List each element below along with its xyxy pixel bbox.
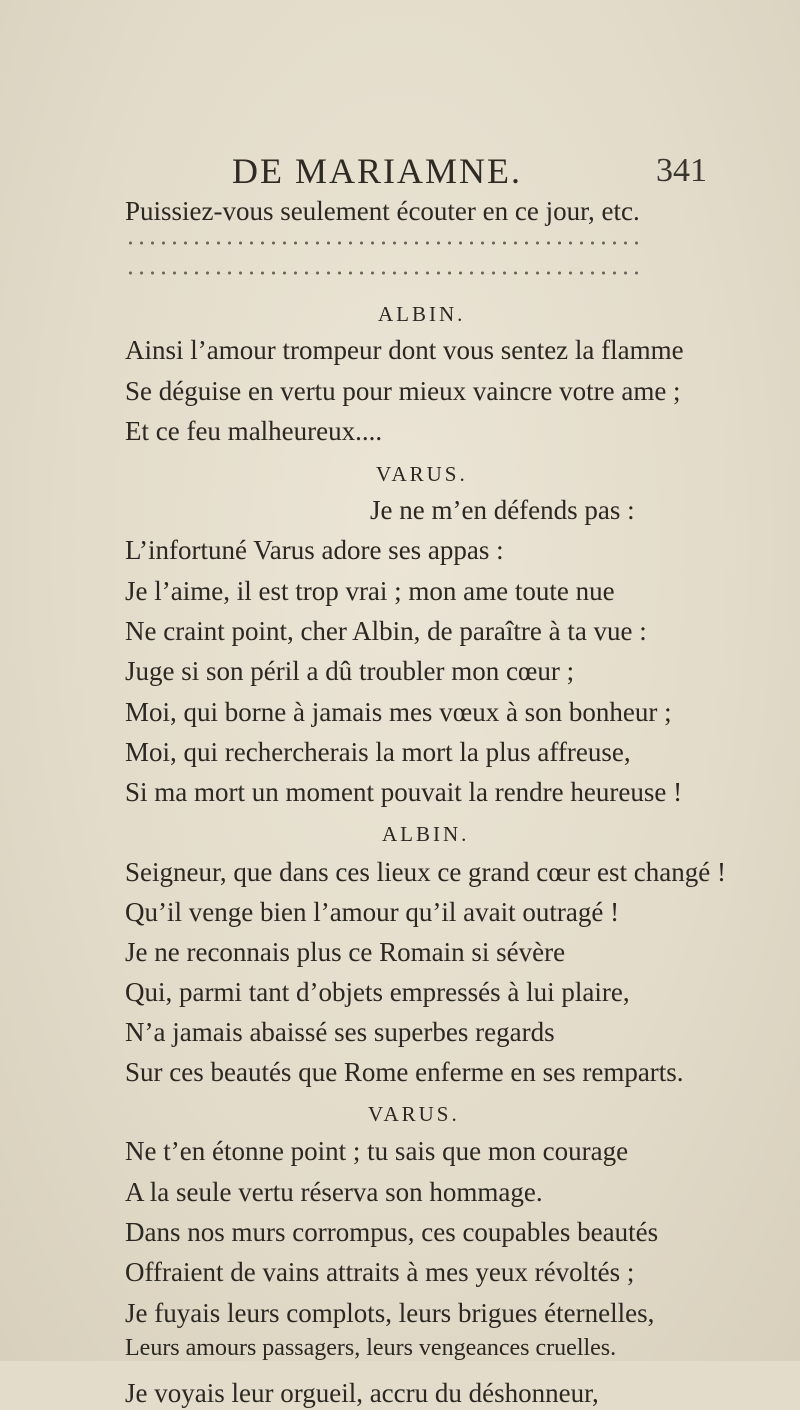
- verse-line: Seigneur, que dans ces lieux ce grand cœur est changé !: [125, 857, 726, 887]
- verse-line: N’a jamais abaissé ses superbes regards: [125, 1017, 555, 1047]
- verse-line: Offraient de vains attraits à mes yeux révoltés ;: [125, 1257, 635, 1287]
- verse-line: Qu’il venge bien l’amour qu’il avait outragé !: [125, 897, 620, 927]
- verse-line: Moi, qui rechercherais la mort la plus affreuse,: [125, 737, 631, 767]
- verse-line: Dans nos murs corrompus, ces coupables beautés: [125, 1217, 659, 1247]
- verse-line: Moi, qui borne à jamais mes vœux à son bonheur ;: [125, 697, 672, 727]
- verse-line: Je l’aime, il est trop vrai ; mon ame toute nue: [125, 576, 615, 606]
- verse-line: Et ce feu malheureux....: [125, 416, 383, 446]
- page-header: [0, 150, 800, 194]
- running-title: DE MARIAMNE.: [232, 151, 522, 191]
- speaker-name: VARUS.: [368, 1102, 460, 1126]
- ellipsis-row: [125, 270, 645, 276]
- verse-line: Sur ces beautés que Rome enferme en ses remparts.: [125, 1057, 684, 1087]
- verse-line: Je ne reconnais plus ce Romain si sévère: [125, 937, 566, 967]
- speaker-name: ALBIN.: [382, 822, 470, 846]
- verse-line: Juge si son péril a dû troubler mon cœur ;: [125, 656, 575, 686]
- speaker-name: ALBIN.: [378, 302, 466, 326]
- verse-line: Je voyais leur orgueil, accru du déshonneur,: [125, 1378, 599, 1408]
- verse-line: A la seule vertu réserva son hommage.: [125, 1177, 543, 1207]
- verse-line: Ainsi l’amour trompeur dont vous sentez la flamme: [125, 335, 684, 365]
- verse-line: L’infortuné Varus adore ses appas :: [125, 535, 504, 565]
- page-number: 341: [656, 152, 707, 189]
- ellipsis-row: [125, 240, 645, 246]
- verse-line: Se déguise en vertu pour mieux vaincre votre ame ;: [125, 376, 681, 406]
- verse-line: Ne craint point, cher Albin, de paraître à ta vue :: [125, 616, 647, 646]
- verse-line: Puissiez-vous seulement écouter en ce jour, etc.: [125, 196, 640, 226]
- verse-line: Je ne m’en défends pas :: [370, 495, 635, 525]
- verse-line: Ne t’en étonne point ; tu sais que mon courage: [125, 1136, 629, 1166]
- verse-line: Leurs amours passagers, leurs vengeances cruelles.: [125, 1335, 617, 1361]
- verse-line: Si ma mort un moment pouvait la rendre heureuse !: [125, 777, 683, 807]
- speaker-name: VARUS.: [376, 462, 468, 486]
- verse-line: Je fuyais leurs complots, leurs brigues éternelles,: [125, 1298, 655, 1328]
- verse-line: Qui, parmi tant d’objets empressés à lui plaire,: [125, 977, 630, 1007]
